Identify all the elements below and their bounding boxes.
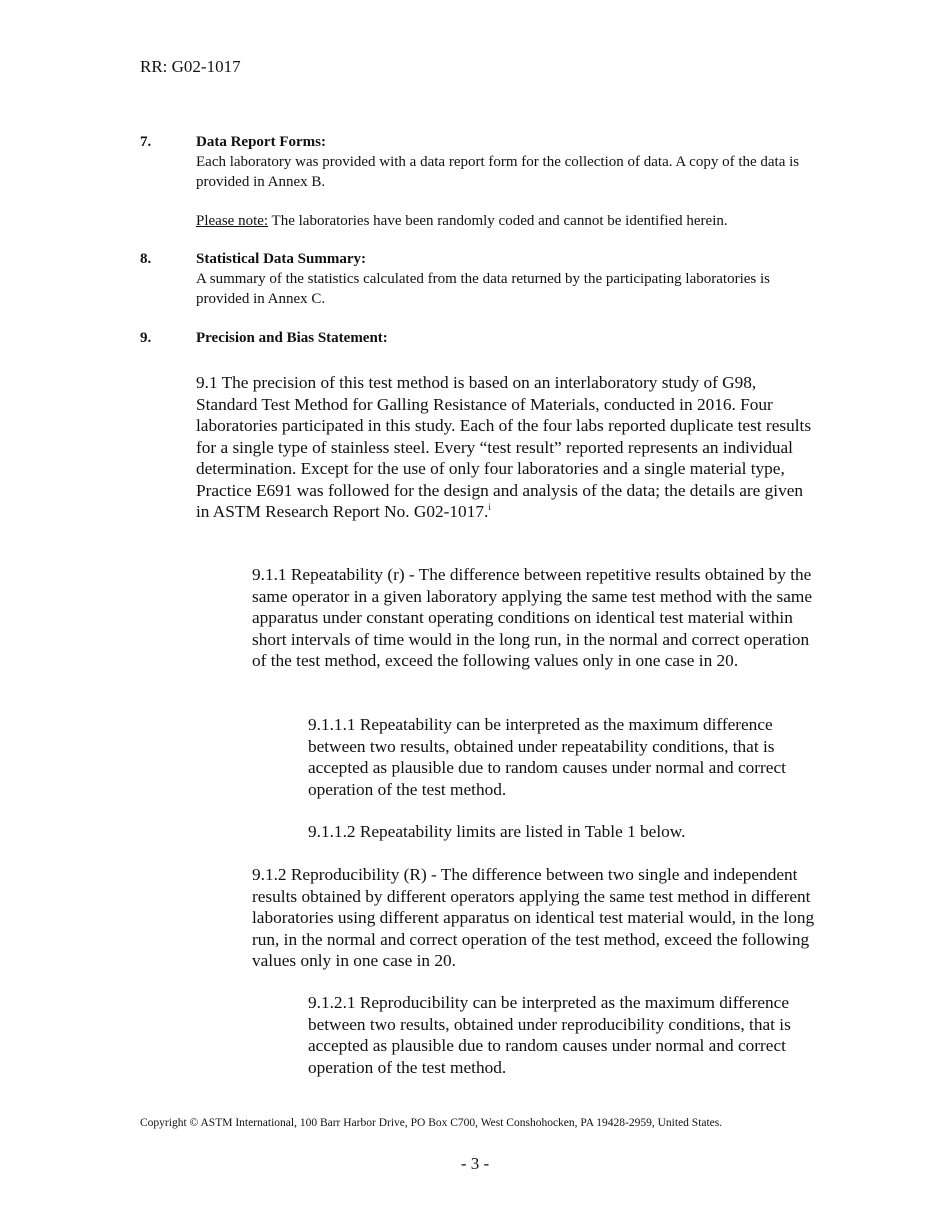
section-9-title: Precision and Bias Statement: (196, 330, 388, 346)
paragraph-9-1-1-1: 9.1.1.1 Repeatability can be interpreted as the maximum difference between two results, obtained under repeatability conditions, that is accepted as plausible due to random causes under normal and correct operation of the test method. (308, 715, 786, 799)
section-8-body: A summary of the statistics calculated from the data returned by the participating laboratories is provided in Annex C. (196, 271, 770, 307)
copyright-footer: Copyright © ASTM International, 100 Barr Harbor Drive, PO Box C700, West Conshohocken, PA 19428-2959, United States. (140, 1117, 723, 1129)
report-id-header: RR: G02-1017 (140, 57, 241, 76)
section-9-number: 9. (140, 330, 152, 346)
page-number: - 3 - (460, 1154, 490, 1173)
paragraph-9-1 (196, 372, 816, 523)
paragraph-9-1-2-1: 9.1.2.1 Reproducibility can be interpreted as the maximum difference between two results, obtained under reproducibility conditions, that is accepted as plausible due to random causes under normal and correct operation of the test method. (308, 993, 791, 1077)
note-label: Please note: (196, 213, 269, 229)
note-text: The laboratories have been randomly coded and cannot be identified herein. (268, 213, 728, 229)
paragraph-9-1-2: 9.1.2 Reproducibility (R) - The difference between two single and independent results obtained by different operators applying the same test method in different laboratories using different apparatus on identical test material would, in the long run, in the normal and correct operation of the test method, exceed the following values only in one case in 20. (252, 865, 815, 970)
section-7-note (196, 212, 816, 232)
section-7-number: 7. (140, 134, 152, 150)
section-7-body: Each laboratory was provided with a data report form for the collection of data. A copy of the data is provided in Annex B. (196, 154, 800, 190)
section-7-title: Data Report Forms: (196, 134, 326, 150)
footnote-marker: i (488, 502, 491, 513)
paragraph-9-1-1-2: 9.1.1.2 Repeatability limits are listed in Table 1 below. (308, 822, 686, 841)
section-8-title: Statistical Data Summary: (196, 251, 366, 267)
paragraph-9-1-1: 9.1.1 Repeatability (r) - The difference between repetitive results obtained by the same operator in a given laboratory applying the same test method with the same apparatus under constant operating conditions on identical test material within short intervals of time would in the long run, in the normal and correct operation of the test method, exceed the following values only in one case in 20. (252, 565, 813, 670)
section-8-number: 8. (140, 251, 152, 267)
paragraph-9-1-text: 9.1 The precision of this test method is based on an interlaboratory study of G98, Standard Test Method for Galling Resistance of Materials, conducted in 2016. Four laboratories participated in this study. Each of the four labs reported duplicate test results for a single type of stainless steel. Every “test result” reported represents an individual determination. Except for the use of only four laboratories and a single material type, Practice E691 was followed for the design and analysis of the data; the details are given in ASTM Research Report No. G02-1017. (196, 373, 812, 521)
